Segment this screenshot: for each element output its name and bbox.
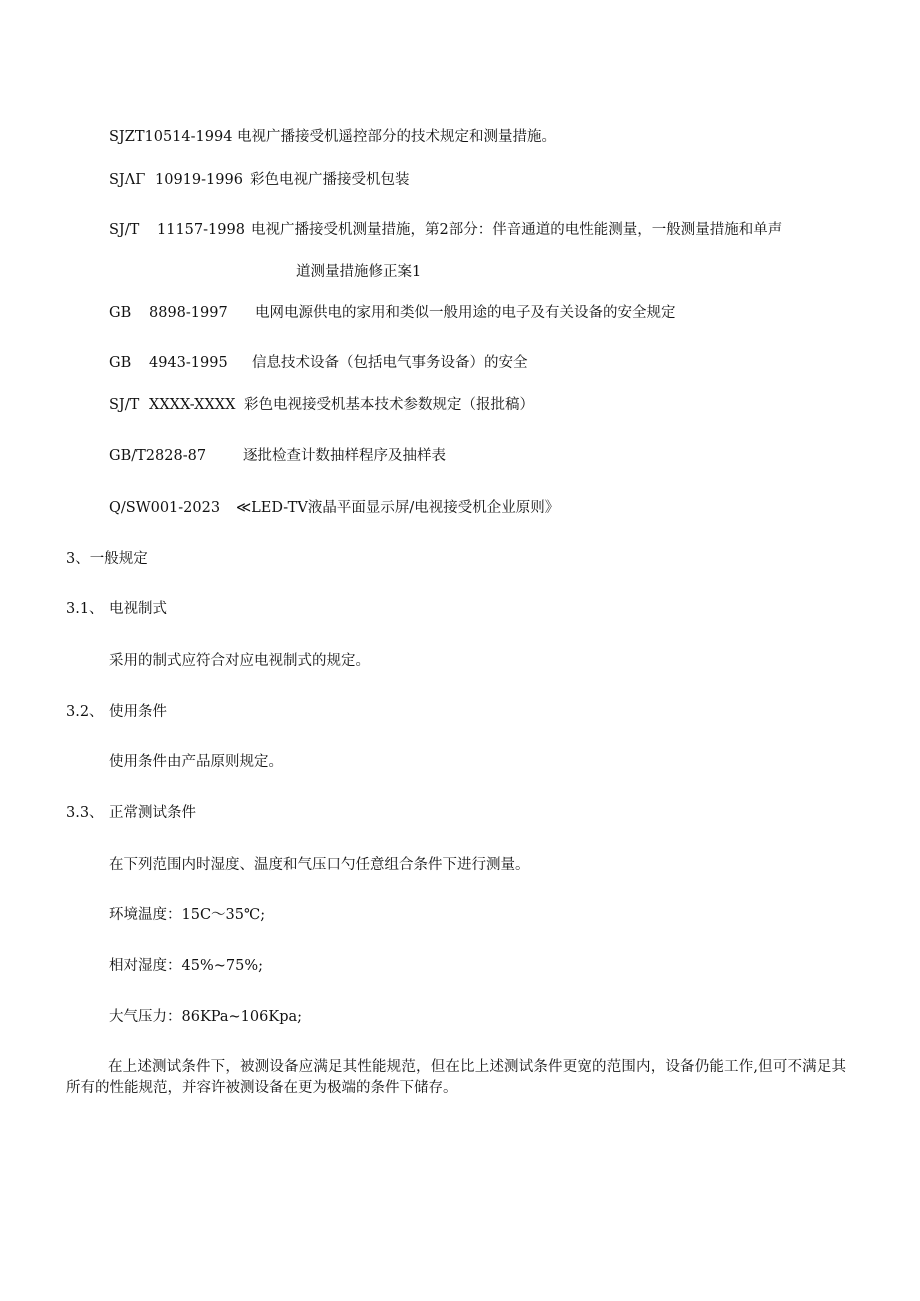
standard-title: 逐批检查计数抽样程序及抽样表 — [243, 448, 446, 464]
standard-number: XXXX-XXXX — [149, 397, 236, 413]
standard-number: 4943-1995 — [149, 355, 228, 371]
section-heading: 3、一般规定 — [66, 551, 148, 567]
standard-title: 电网电源供电的家用和类似一般用途的电子及有关设备的安全规定 — [255, 305, 676, 321]
standard-number: 11157-1998 — [157, 222, 245, 238]
standard-title: 彩色电视广播接受机包装 — [250, 172, 410, 188]
subsection-number: 3.2、 — [66, 704, 104, 720]
standard-number: 8898-1997 — [149, 305, 228, 321]
standard-title: 彩色电视接受机基本技术参数规定（报批稿） — [244, 397, 534, 413]
standard-item-1: SJZT10514-1994 电视广播接受机遥控部分的技术规定和测量措施。 — [109, 129, 557, 145]
standard-title: 电视广播接受机测量措施，第2部分：伴音通道的电性能测量，一般测量措施和单声 — [251, 222, 783, 238]
subsection-body: 采用的制式应符合对应电视制式的规定。 — [109, 653, 370, 669]
subsection-body: 使用条件由产品原则规定。 — [109, 754, 283, 770]
test-conditions-note: 在上述测试条件下，被测设备应满足其性能规范，但在比上述测试条件更宽的范围内，设备仍能工作,但可不满足其所有的性能规范，并容许被测设备在更为极端的条件下储存。 — [66, 1059, 846, 1096]
test-conditions-intro: 在下列范围内时湿度、温度和气压口勺任意组合条件下进行测量。 — [109, 857, 530, 873]
standard-code: SJ/T — [109, 222, 140, 238]
subsection-number: 3.1、 — [66, 601, 104, 617]
standard-title: 信息技术设备（包括电气事务设备）的安全 — [252, 355, 528, 371]
subsection-title: 使用条件 — [109, 704, 167, 720]
atmospheric-pressure: 大气压力：86KPa~106Kpa; — [109, 1009, 303, 1025]
standard-code: GB — [109, 355, 132, 371]
standard-title-continued: 道测量措施修正案1 — [296, 264, 422, 280]
ambient-temperature: 环境温度：15C～35℃; — [109, 907, 266, 923]
subsection-title: 正常测试条件 — [109, 805, 196, 821]
subsection-title: 电视制式 — [109, 601, 167, 617]
standard-code: GB — [109, 305, 132, 321]
standard-number: 10919-1996 — [155, 172, 243, 188]
standard-code: Q/SW001-2023 — [109, 500, 221, 516]
standard-code: SJΛΓ — [109, 172, 146, 188]
standard-code: SJ/T — [109, 397, 140, 413]
relative-humidity: 相对湿度：45%~75%; — [109, 958, 263, 974]
subsection-number: 3.3、 — [66, 805, 104, 821]
standard-title: ≪LED-TV液晶平面显示屏/电视接受机企业原则》 — [236, 500, 560, 516]
standard-code: GB/T2828-87 — [109, 448, 207, 464]
